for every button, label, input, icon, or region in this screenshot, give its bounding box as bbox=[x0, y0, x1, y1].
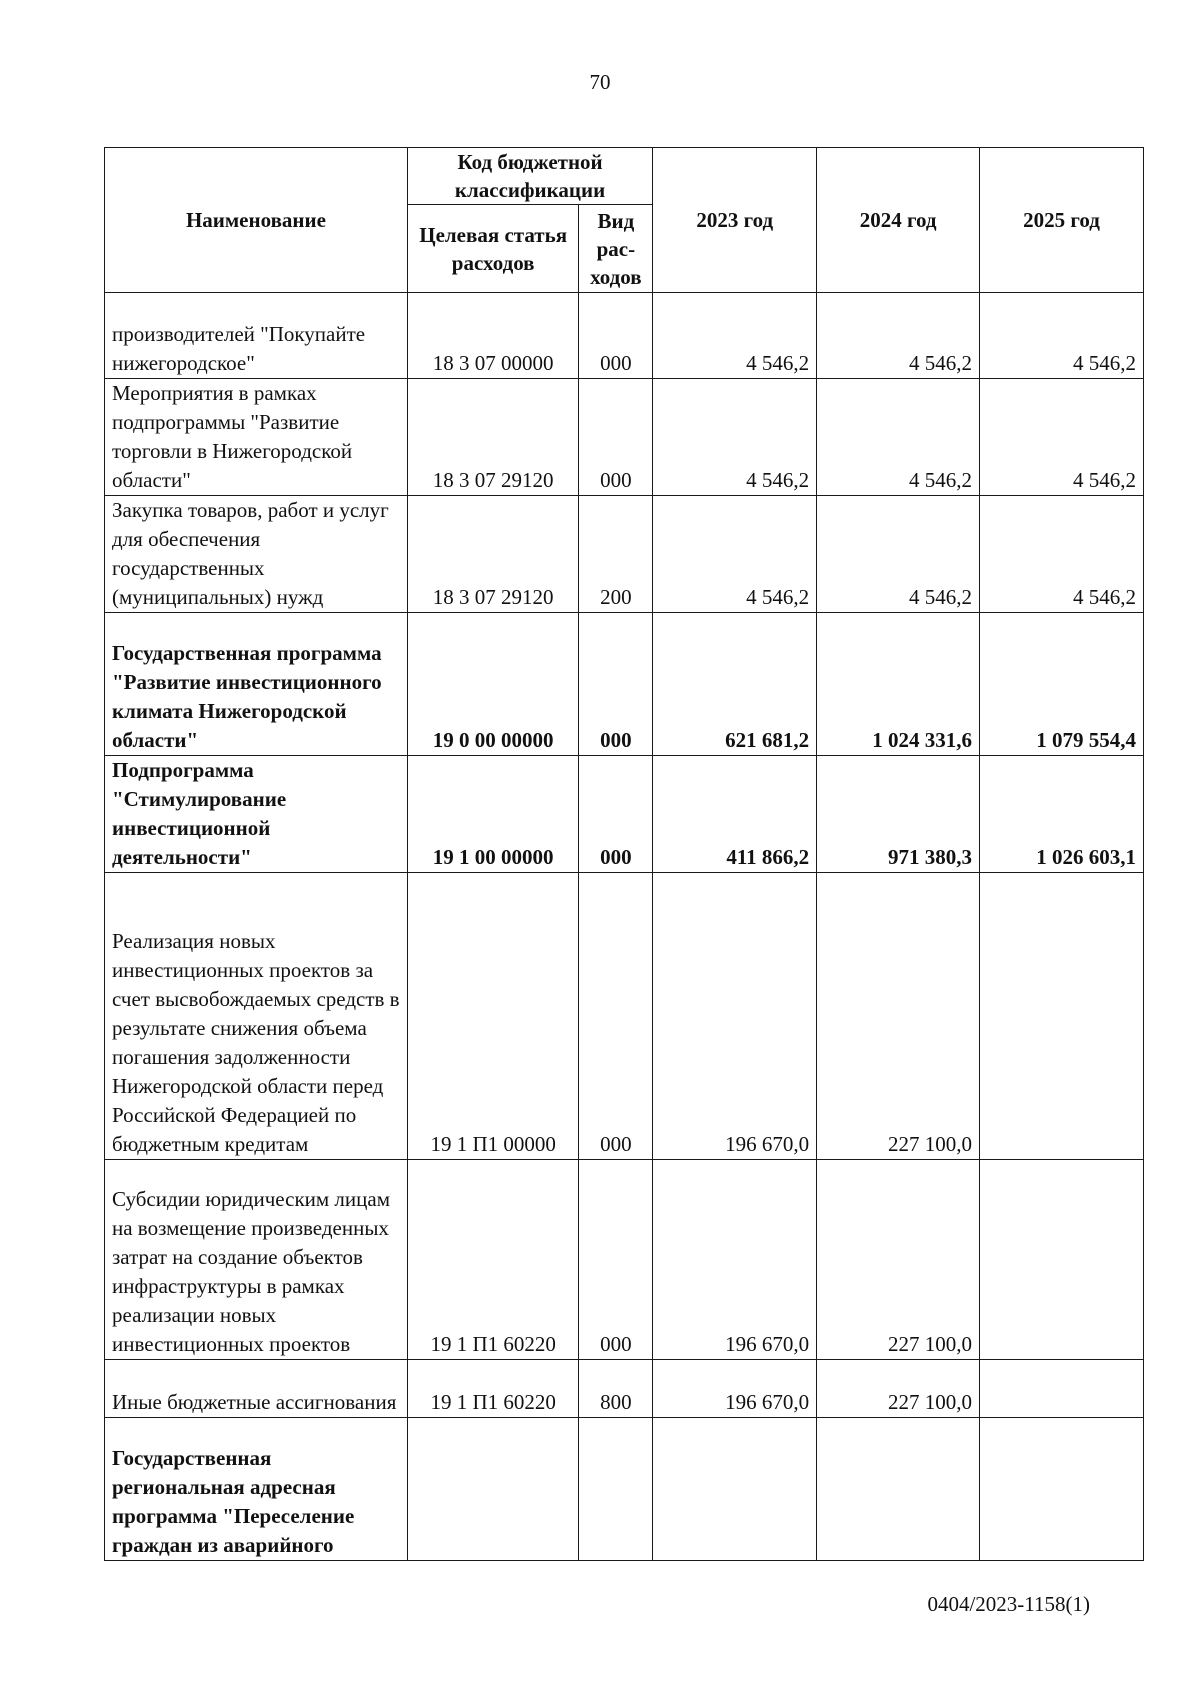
row-2025-value-cell bbox=[980, 873, 1144, 1160]
table-body bbox=[105, 293, 1144, 1561]
table-row bbox=[105, 1360, 1144, 1418]
row-expense-kind-cell: 000 bbox=[579, 873, 653, 1160]
row-expense-kind-cell: 000 bbox=[579, 293, 653, 379]
row-expense-kind-cell: 200 bbox=[579, 496, 653, 613]
row-name-cell: Иные бюджетные ассигнования bbox=[105, 1360, 408, 1418]
header-target-article: Целевая статья расходов bbox=[407, 205, 579, 293]
row-expense-kind-cell: 000 bbox=[579, 613, 653, 756]
row-2025-value-cell: 4 546,2 bbox=[980, 379, 1144, 496]
row-name-cell: Государственная региональная адресная программа "Переселение граждан из аварийного bbox=[105, 1418, 408, 1561]
header-2025: 2025 год bbox=[980, 148, 1144, 293]
table-row bbox=[105, 379, 1144, 496]
row-2024-value-cell: 227 100,0 bbox=[817, 1160, 980, 1360]
row-2023-value-cell: 4 546,2 bbox=[653, 496, 817, 613]
row-expense-kind-cell: 000 bbox=[579, 1160, 653, 1360]
row-target-code-cell: 19 1 00 00000 bbox=[407, 756, 579, 873]
budget-table bbox=[104, 147, 1144, 1561]
row-2024-value-cell bbox=[817, 1418, 980, 1561]
row-target-code-cell: 18 3 07 29120 bbox=[407, 496, 579, 613]
row-2025-value-cell bbox=[980, 1160, 1144, 1360]
row-name-cell: Субсидии юридическим лицам на возмещение произведенных затрат на создание объектов инфраструктуры в рамках реализации новых инвестиционных проектов bbox=[105, 1160, 408, 1360]
row-2023-value-cell: 411 866,2 bbox=[653, 756, 817, 873]
row-2023-value-cell bbox=[653, 1418, 817, 1561]
row-target-code-cell bbox=[407, 1418, 579, 1561]
row-target-code-cell: 19 1 П1 60220 bbox=[407, 1160, 579, 1360]
header-code-group: Код бюджетной классификации bbox=[407, 148, 652, 205]
header-2023: 2023 год bbox=[653, 148, 817, 293]
row-target-code-cell: 18 3 07 29120 bbox=[407, 379, 579, 496]
row-2023-value-cell: 196 670,0 bbox=[653, 1160, 817, 1360]
table-row bbox=[105, 1418, 1144, 1561]
header-name: Наименование bbox=[105, 148, 408, 293]
table-row bbox=[105, 873, 1144, 1160]
row-name-cell: Мероприятия в рамках подпрограммы "Развитие торговли в Нижегородской области" bbox=[105, 379, 408, 496]
table-row bbox=[105, 613, 1144, 756]
row-2023-value-cell: 196 670,0 bbox=[653, 873, 817, 1160]
row-expense-kind-cell: 800 bbox=[579, 1360, 653, 1418]
row-target-code-cell: 18 3 07 00000 bbox=[407, 293, 579, 379]
row-2023-value-cell: 196 670,0 bbox=[653, 1360, 817, 1418]
row-name-cell: Закупка товаров, работ и услуг для обеспечения государственных (муниципальных) нужд bbox=[105, 496, 408, 613]
row-target-code-cell: 19 1 П1 60220 bbox=[407, 1360, 579, 1418]
row-2023-value-cell: 4 546,2 bbox=[653, 379, 817, 496]
row-2024-value-cell: 971 380,3 bbox=[817, 756, 980, 873]
row-2024-value-cell: 4 546,2 bbox=[817, 496, 980, 613]
row-2025-value-cell: 1 026 603,1 bbox=[980, 756, 1144, 873]
table-row bbox=[105, 293, 1144, 379]
table-header bbox=[105, 148, 1144, 293]
table-row bbox=[105, 1160, 1144, 1360]
row-2025-value-cell: 1 079 554,4 bbox=[980, 613, 1144, 756]
document-code: 0404/2023-1158(1) bbox=[927, 1592, 1090, 1616]
table-row bbox=[105, 496, 1144, 613]
table-row bbox=[105, 756, 1144, 873]
row-target-code-cell: 19 1 П1 00000 bbox=[407, 873, 579, 1160]
row-2025-value-cell: 4 546,2 bbox=[980, 496, 1144, 613]
row-target-code-cell: 19 0 00 00000 bbox=[407, 613, 579, 756]
row-name-cell: Реализация новых инвестиционных проектов за счет высвобождаемых средств в результате снижения объема погашения задолженности Нижегородской области перед Российской Федерацией по бюджетным кредитам bbox=[105, 873, 408, 1160]
row-2025-value-cell bbox=[980, 1418, 1144, 1561]
row-name-cell: Государственная программа "Развитие инвестиционного климата Нижегородской области" bbox=[105, 613, 408, 756]
row-2025-value-cell bbox=[980, 1360, 1144, 1418]
row-2025-value-cell: 4 546,2 bbox=[980, 293, 1144, 379]
row-expense-kind-cell bbox=[579, 1418, 653, 1561]
row-2024-value-cell: 227 100,0 bbox=[817, 873, 980, 1160]
header-expense-kind: Вид рас-ходов bbox=[579, 205, 653, 293]
row-expense-kind-cell: 000 bbox=[579, 379, 653, 496]
row-name-cell: производителей "Покупайте нижегородское" bbox=[105, 293, 408, 379]
row-2024-value-cell: 4 546,2 bbox=[817, 379, 980, 496]
header-2024: 2024 год bbox=[817, 148, 980, 293]
page-number: 70 bbox=[589, 70, 611, 94]
row-2023-value-cell: 621 681,2 bbox=[653, 613, 817, 756]
row-name-cell: Подпрограмма "Стимулирование инвестиционной деятельности" bbox=[105, 756, 408, 873]
row-2024-value-cell: 4 546,2 bbox=[817, 293, 980, 379]
row-2023-value-cell: 4 546,2 bbox=[653, 293, 817, 379]
row-2024-value-cell: 227 100,0 bbox=[817, 1360, 980, 1418]
row-expense-kind-cell: 000 bbox=[579, 756, 653, 873]
row-2024-value-cell: 1 024 331,6 bbox=[817, 613, 980, 756]
